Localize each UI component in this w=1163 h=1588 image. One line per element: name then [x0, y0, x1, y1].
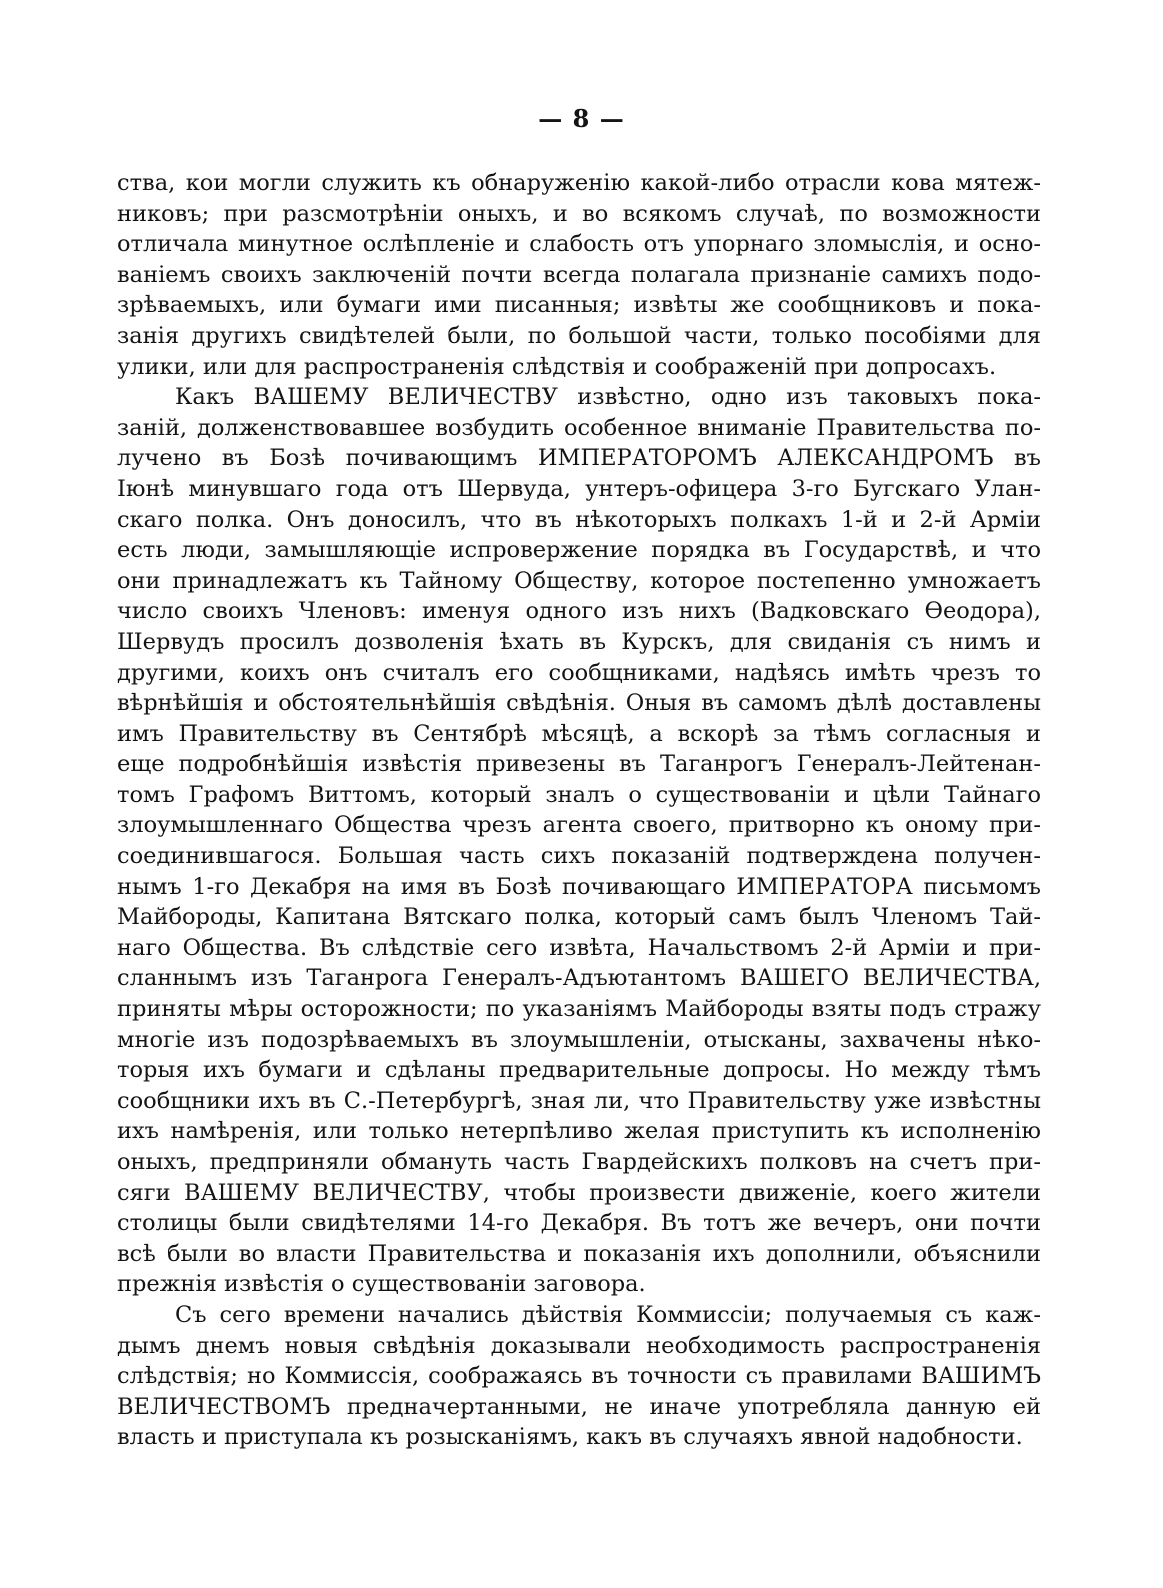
paragraph: [117, 1300, 1041, 1453]
text-line: наго Общества. Въ слѣдствіе сего извѣта, Начальствомъ 2-й Арміи и при-: [117, 934, 1041, 961]
text-line: нымъ 1-го Декабря на имя въ Бозѣ почивающаго ИМПЕРАТОРА письмомъ: [117, 873, 1041, 900]
body-text: [117, 168, 1041, 1453]
text-line: соединившагося. Большая часть сихъ показаній подтверждена получен-: [117, 843, 1041, 870]
text-line: еще подробнѣйшія извѣстія привезены въ Таганрогъ Генералъ-Лейтенан-: [117, 751, 1041, 778]
text-line: приняты мѣры осторожности; по указаніямъ Майбороды взяты подъ стражу: [117, 996, 1041, 1023]
text-line: вѣрнѣйшія и обстоятельнѣйшія свѣдѣнія. Оныя въ самомъ дѣлѣ доставлены: [117, 690, 1041, 717]
text-line: Какъ ВАШЕМУ ВЕЛИЧЕСТВУ извѣстно, одно изъ таковыхъ пока-: [175, 384, 1041, 411]
text-line: ства, кои могли служить къ обнаруженію какой-либо отрасли кова мятеж-: [117, 170, 1041, 196]
text-line: злоумышленнаго Общества чрезъ агента своего, притворно къ оному при-: [117, 812, 1041, 839]
paragraph: [117, 382, 1041, 1300]
text-line: зрѣваемыхъ, или бумаги ими писанныя; извѣты же сообщниковъ и пока-: [117, 292, 1041, 319]
text-line: ваніемъ своихъ заключеній почти всегда полагала признаніе самихъ подо-: [117, 261, 1041, 288]
text-line: заній, долженствовавшее возбудить особенное вниманіе Правительства по-: [117, 414, 1041, 441]
text-line: Шервудъ просилъ дозволенія ѣхать въ Курскъ, для свиданія съ нимъ и: [117, 628, 1041, 655]
text-line: Іюнѣ минувшаго года отъ Шервуда, унтеръ-офицера 3-го Бугскаго Улан-: [117, 475, 1041, 502]
text-line: есть люди, замышляющіе испровержение порядка въ Государствѣ, и что: [117, 537, 1041, 564]
text-line: сяги ВАШЕМУ ВЕЛИЧЕСТВУ, чтобы произвести движеніе, коего жители: [117, 1179, 1041, 1206]
text-line: улики, или для распространенія слѣдствія и соображеній при допросахъ.: [117, 353, 997, 380]
text-line: сланнымъ изъ Таганрога Генералъ-Адъютантомъ ВАШЕГО ВЕЛИЧЕСТВА,: [117, 965, 1041, 992]
text-line: столицы были свидѣтелями 14-го Декабря. Въ тотъ же вечеръ, они почти: [117, 1210, 1041, 1237]
paragraph: [117, 168, 1041, 382]
text-line: лучено въ Бозѣ почивающимъ ИМПЕРАТОРОМЪ АЛЕКСАНДРОМЪ въ: [117, 445, 1041, 472]
text-line: власть и приступала къ розысканіямъ, какъ въ случаяхъ явной надобности.: [117, 1424, 1023, 1451]
text-line: Майбороды, Капитана Вятскаго полка, который самъ былъ Членомъ Тай-: [117, 904, 1041, 931]
text-line: ВЕЛИЧЕСТВОМЪ предначертанными, не иначе употребляла данную ей: [117, 1393, 1041, 1420]
text-line: многіе изъ подозрѣваемыхъ въ злоумышленіи, отысканы, захвачены нѣко-: [117, 1026, 1041, 1053]
text-line: скаго полка. Онъ доносилъ, что въ нѣкоторыхъ полкахъ 1-й и 2-й Арміи: [117, 506, 1041, 533]
text-line: они принадлежатъ къ Тайному Обществу, которое постепенно умножаетъ: [117, 567, 1041, 594]
text-line: имъ Правительству въ Сентябрѣ мѣсяцѣ, а вскорѣ за тѣмъ согласныя и: [117, 720, 1041, 747]
text-line: ихъ намѣренія, или только нетерпѣливо желая приступить къ исполненію: [117, 1118, 1041, 1145]
text-line: число своихъ Членовъ: именуя одного изъ нихъ (Вадковскаго Ѳеодора),: [117, 598, 1041, 625]
text-line: сообщники ихъ въ С.-Петербургѣ, зная ли, что Правительству уже извѣстны: [117, 1087, 1041, 1114]
page-number: — 8 —: [538, 104, 625, 133]
text-line: дымъ днемъ новыя свѣдѣнія доказывали необходимость распространенія: [117, 1332, 1041, 1359]
text-line: другими, коихъ онъ считалъ его сообщниками, надѣясь имѣть чрезъ то: [117, 659, 1041, 686]
text-line: оныхъ, предприняли обмануть часть Гвардейскихъ полковъ на счетъ при-: [117, 1149, 1041, 1175]
text-line: прежнія извѣстія о существованіи заговора.: [117, 1271, 646, 1298]
text-line: томъ Графомъ Виттомъ, который зналъ о существованіи и цѣли Тайнаго: [117, 781, 1041, 808]
text-line: торыя ихъ бумаги и сдѣланы предварительные допросы. Но между тѣмъ: [117, 1057, 1041, 1084]
text-line: занія другихъ свидѣтелей были, по большой части, только пособіями для: [117, 322, 1041, 349]
text-line: никовъ; при разсмотрѣніи оныхъ, и во всякомъ случаѣ, по возможности: [117, 200, 1041, 227]
text-line: Съ сего времени начались дѣйствія Коммиссіи; получаемыя съ каж-: [175, 1301, 1041, 1328]
text-line: отличала минутное ослѣпленіе и слабость отъ упорнаго зломыслія, и осно-: [117, 231, 1041, 258]
text-line: всѣ были во власти Правительства и показанія ихъ дополнили, объяснили: [117, 1240, 1041, 1267]
text-line: слѣдствія; но Коммиссія, соображаясь въ точности съ правилами ВАШИМЪ: [117, 1363, 1041, 1390]
